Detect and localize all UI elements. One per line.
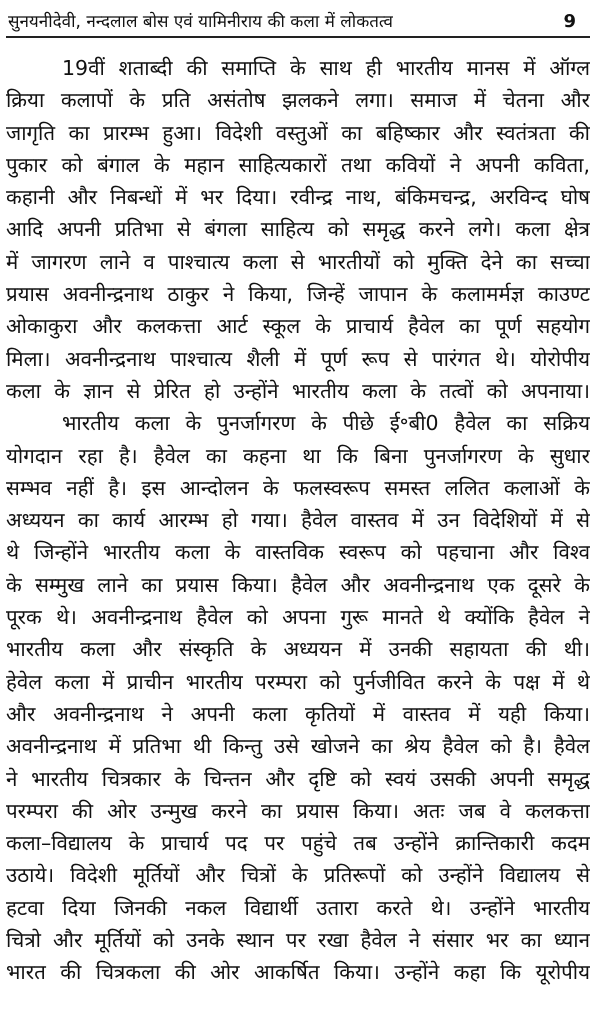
text-line: योगदान रहा है। हैवेल का कहना था कि बिना पुनर्जागरण के सुधार xyxy=(6,443,590,468)
text-line: के सम्मुख लाने का प्रयास किया। हैवेल और अवनीन्द्रनाथ एक दूसरे के xyxy=(6,572,590,597)
text-line: जागृति का प्रारम्भ हुआ। विदेशी वस्तुओं का बहिष्कार और स्वतंत्रता की xyxy=(6,120,590,145)
text-line: पुकार को बंगाल के महान साहित्यकारों तथा कवियों ने अपनी कविता, xyxy=(6,152,590,177)
text-line: में जागरण लाने व पाश्चात्य कला से भारतीयों को मुक्ति देने का सच्चा xyxy=(6,249,590,274)
text-line: क्रिया कलापों के प्रति असंतोष झलकने लगा। समाज में चेतना और xyxy=(6,88,590,113)
page-number: 9 xyxy=(563,11,576,32)
text-line: अवनीन्द्रनाथ में प्रतिभा थी किन्तु उसे खोजने का श्रेय हैवेल को है। हैवेल xyxy=(6,734,590,759)
body-text xyxy=(6,52,590,989)
text-line: अध्ययन का कार्य आरम्भ हो गया। हैवेल वास्तव में उन विदेशियों में से xyxy=(6,508,590,533)
text-line: मिला। अवनीन्द्रनाथ पाश्चात्य शैली में पूर्ण रूप से पारंगत थे। योरोपीय xyxy=(6,346,590,371)
page-header xyxy=(6,0,590,38)
text-line: भारत की चित्रकला की ओर आकर्षित किया। उन्होंने कहा कि यूरोपीय xyxy=(6,960,590,985)
text-line: प्रयास अवनीन्द्रनाथ ठाकुर ने किया, जिन्हें जापान के कलामर्मज्ञ काउण्ट xyxy=(6,282,590,307)
text-line: ओकाकुरा और कलकत्ता आर्ट स्कूल के प्राचार्य हैवेल का पूर्ण सहयोग xyxy=(6,314,590,339)
text-line: सम्भव नहीं है। इस आन्दोलन के फलस्वरूप समस्त ललित कलाओं के xyxy=(6,475,590,500)
text-line: आदि अपनी प्रतिभा से बंगला साहित्य को समृद्ध करने लगे। कला क्षेत्र xyxy=(6,217,590,242)
text-line: कहानी और निबन्धों में भर दिया। रवीन्द्र नाथ, बंकिमचन्द्र, अरविन्द घोष xyxy=(6,185,590,210)
text-line: उठाये। विदेशी मूर्तियों और चित्रों के प्रतिरूपों को उन्होंने विद्यालय से xyxy=(6,863,590,888)
text-line: भारतीय कला और संस्कृति के अध्ययन में उनकी सहायता की थी। xyxy=(6,637,590,662)
text-line: थे जिन्होंने भारतीय कला के वास्तविक स्वरूप को पहचाना और विश्व xyxy=(6,540,590,565)
text-line: कला–विद्यालय के प्राचार्य पद पर पहुंचे तब उन्होंने क्रान्तिकारी कदम xyxy=(6,831,590,856)
text-line: चित्रो और मूर्तियों को उनके स्थान पर रखा हैवेल ने संसार भर का ध्यान xyxy=(6,928,590,953)
text-line: भारतीय कला के पुनर्जागरण के पीछे ई॰बी0 हैवेल का सक्रिय xyxy=(62,411,590,436)
text-line: पूरक थे। अवनीन्द्रनाथ हैवेल को अपना गुरू मानते थे क्योंकि हैवेल ने xyxy=(6,605,590,630)
text-line: ने भारतीय चित्रकार के चिन्तन और दृष्टि को स्वयं उसकी अपनी समृद्ध xyxy=(6,766,590,791)
text-line: परम्परा की ओर उन्मुख करने का प्रयास किया। अतः जब वे कलकत्ता xyxy=(6,798,590,823)
text-line: हटवा दिया जिनकी नकल विद्यार्थी उतारा करते थे। उन्होंने भारतीय xyxy=(6,895,590,920)
text-line: कला के ज्ञान से प्रेरित हो उन्होंने भारतीय कला के तत्वों को अपनाया। xyxy=(6,378,590,403)
text-line: 19वीं शताब्दी की समाप्ति के साथ ही भारतीय मानस में ऑग्ल xyxy=(62,56,590,80)
running-title: सुनयनीदेवी, नन्दलाल बोस एवं यामिनीराय की कला में लोकतत्व xyxy=(8,12,393,32)
text-line: और अवनीन्द्रनाथ ने अपनी कला कृतियों में वास्तव में यही किया। xyxy=(6,701,590,726)
text-line: हेवेल कला में प्राचीन भारतीय परम्परा को पुर्नजीवित करने के पक्ष में थे xyxy=(6,669,590,694)
